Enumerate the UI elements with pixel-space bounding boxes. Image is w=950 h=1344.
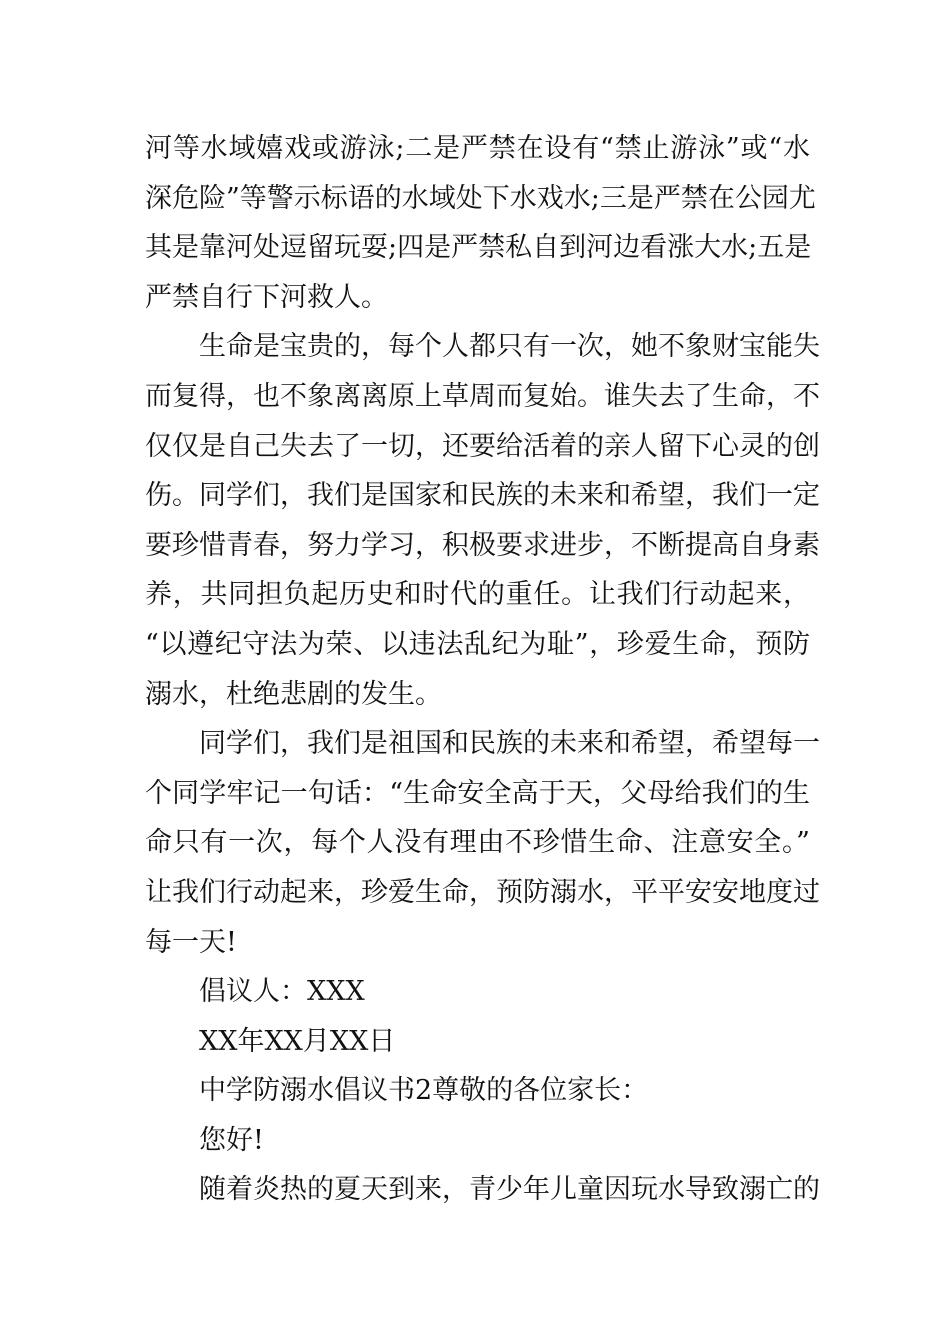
signatory-line: 倡议人：XXX: [199, 976, 365, 1008]
text-line: 同学们，我们是祖国和民族的未来和希望，希望每一: [199, 728, 820, 760]
text-line: “以遵纪守法为荣、以违法乱纪为耻”，珍爱生命，预防: [145, 628, 810, 660]
text-line: 溺水，杜绝悲剧的发生。: [145, 678, 442, 710]
text-line: 其是靠河处逗留玩耍;四是严禁私自到河边看涨大水;五是: [145, 232, 812, 264]
text-line: 让我们行动起来，珍爱生命，预防溺水，平平安安地度过: [145, 876, 820, 908]
text-line: 要珍惜青春，努力学习，积极要求进步，不断提高自身素: [145, 529, 820, 561]
text-line: 每一天!: [145, 926, 237, 958]
text-line: 严禁自行下河救人。: [145, 281, 388, 313]
text-line: 而复得，也不象离离原上草周而复始。谁失去了生命，不: [145, 380, 820, 412]
text-line: 河等水域嬉戏或游泳;二是严禁在设有“禁止游泳”或“水: [145, 133, 810, 164]
text-line: 随着炎热的夏天到来，青少年儿童因玩水导致溺亡的: [199, 1174, 820, 1206]
text-line: 生命是宝贵的，每个人都只有一次，她不象财宝能失: [199, 331, 820, 363]
text-line: 仅仅是自己失去了一切，还要给活着的亲人留下心灵的创: [145, 430, 820, 462]
document-body: [145, 124, 820, 1215]
letter-heading-line: 中学防溺水倡议书2尊敬的各位家长：: [199, 1075, 649, 1107]
date-line: XX年XX月XX日: [199, 1025, 396, 1057]
text-line: 命只有一次，每个人没有理由不珍惜生命、注意安全。”: [145, 827, 810, 859]
text-line: 深危险”等警示标语的水域处下水戏水;三是严禁在公园尤: [145, 182, 816, 214]
text-line: 个同学牢记一句话：“生命安全高于天，父母给我们的生: [145, 777, 810, 809]
text-line: 伤。同学们，我们是国家和民族的未来和希望，我们一定: [145, 480, 820, 512]
greeting-line: 您好!: [199, 1124, 264, 1156]
text-line: 养，共同担负起历史和时代的重任。让我们行动起来，: [145, 579, 810, 611]
